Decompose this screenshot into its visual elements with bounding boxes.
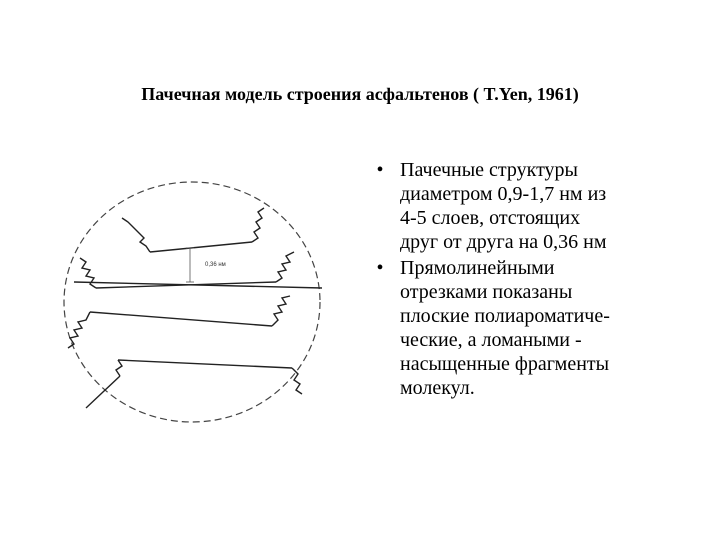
aromatic-layer-4	[68, 296, 290, 348]
bullet-item-stack-structure	[370, 158, 710, 254]
bullet-text: Пачечные структуры диаметром 0,9-1,7 нм из 4-5 слоев, отстоящих друг от друга на 0,36 нм	[400, 159, 607, 253]
bullet-marker: •	[376, 257, 384, 279]
aromatic-layer-1	[122, 208, 264, 252]
description-bullets	[370, 158, 710, 402]
slide-title: Пачечная модель строения асфальтенов ( T.Yen, 1961)	[141, 84, 579, 104]
layer-spacing-dimension	[186, 248, 194, 282]
asphaltene-stack-diagram	[60, 180, 360, 440]
aromatic-layer-5	[86, 360, 302, 408]
bullet-marker: •	[376, 159, 384, 181]
particle-boundary-circle	[64, 182, 320, 422]
layer-spacing-label: 0,36 нм	[205, 262, 226, 268]
bullet-item-segments	[370, 256, 710, 400]
bullet-text: Прямолинейными отрезками показаны плоские полиароматиче- ческие, а ломаными - насыщенные фрагменты молекул.	[400, 257, 610, 399]
